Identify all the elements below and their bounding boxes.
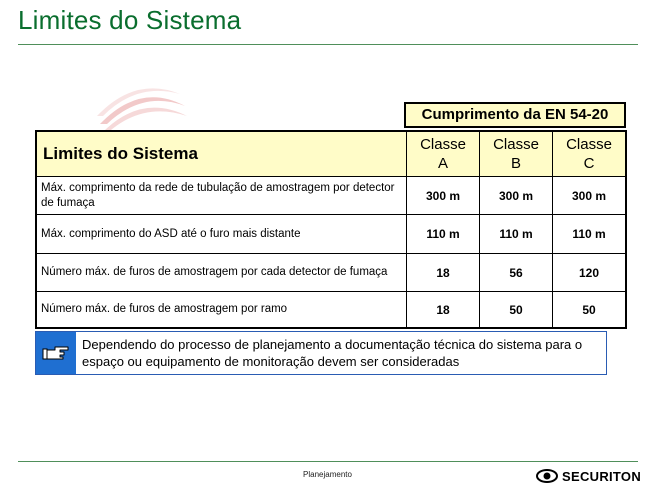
slide-title: Limites do Sistema	[18, 5, 242, 35]
table-row	[36, 177, 626, 215]
class-a-value: 300 m	[407, 177, 480, 215]
planning-note	[35, 331, 607, 375]
class-b-header: Classe B	[480, 131, 553, 177]
top-divider	[18, 44, 638, 45]
class-a-value: 18	[407, 292, 480, 329]
table-row	[36, 215, 626, 254]
class-c-value: 120	[553, 254, 627, 292]
class-a-value: 110 m	[407, 215, 480, 254]
eye-icon	[536, 469, 558, 483]
class-b-value: 300 m	[480, 177, 553, 215]
brand-name: SECURITON	[562, 468, 642, 484]
class-c-header: Classe C	[553, 131, 627, 177]
class-b-value: 50	[480, 292, 553, 329]
securiton-logo	[536, 467, 641, 485]
class-a-header: Classe A	[407, 131, 480, 177]
en54-20-header: Cumprimento da EN 54-20	[404, 102, 626, 128]
watermark-swoosh-icon	[95, 84, 190, 134]
system-limits-header: Limites do Sistema	[36, 131, 407, 177]
bottom-divider	[18, 461, 638, 462]
system-limits-table	[35, 130, 627, 329]
footer-section-label: Planejamento	[303, 470, 352, 479]
table-row	[36, 292, 626, 329]
class-a-value: 18	[407, 254, 480, 292]
table-row	[36, 254, 626, 292]
pointing-hand-icon	[36, 332, 76, 374]
class-c-value: 300 m	[553, 177, 627, 215]
row-label: Número máx. de furos de amostragem por ramo	[36, 292, 407, 329]
class-b-value: 110 m	[480, 215, 553, 254]
class-c-value: 50	[553, 292, 627, 329]
class-b-value: 56	[480, 254, 553, 292]
row-label: Máx. comprimento do ASD até o furo mais distante	[36, 215, 407, 254]
planning-note-text: Dependendo do processo de planejamento a documentação técnica do sistema para o espaço ou equipamento de monitoração devem ser consideradas	[82, 337, 583, 369]
row-label: Máx. comprimento da rede de tubulação de amostragem por detector de fumaça	[36, 177, 407, 215]
class-c-value: 110 m	[553, 215, 627, 254]
row-label: Número máx. de furos de amostragem por cada detector de fumaça	[36, 254, 407, 292]
